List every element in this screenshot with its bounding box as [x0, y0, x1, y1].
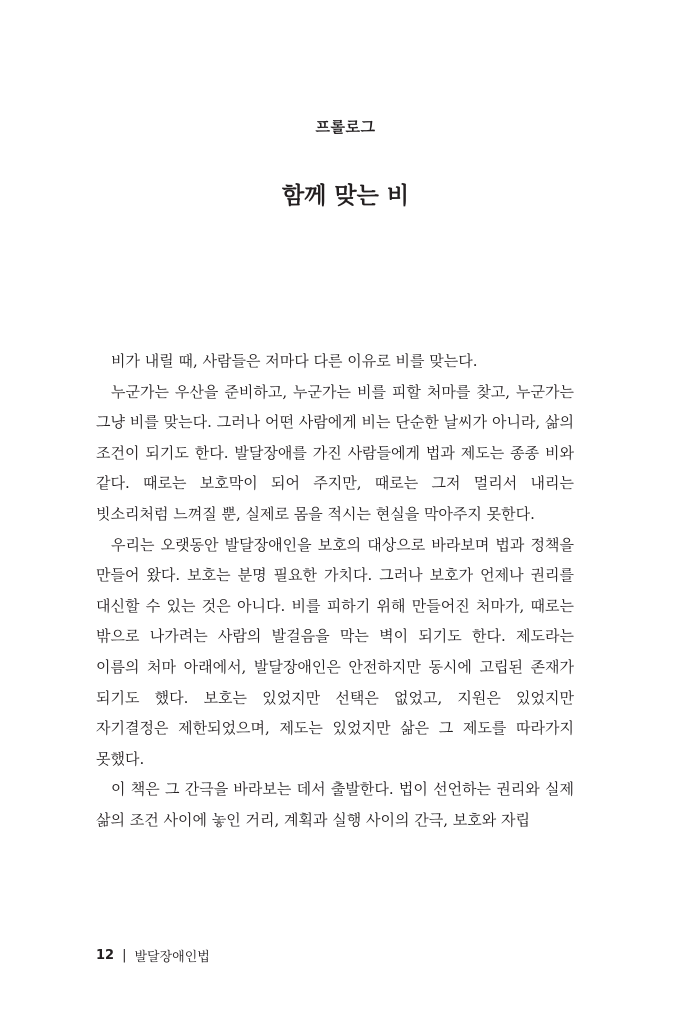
paragraph: 우리는 오랫동안 발달장애인을 보호의 대상으로 바라보며 법과 정책을 만들어 왔다. 보호는 분명 필요한 가치다. 그러나 보호가 언제나 권리를 대신할 수 있는 것은 아니다. 비를 피하기 위해 만들어진 처마가, 때로는 밖으로 나가려는 사람의 발걸음을 막는 벽이 되기도 한다. 제도라는 이름의 처마 아래에서, 발달장애인은 안전하지만 동시에 고립된 존재가 되기도 했다. 보호는 있었지만 선택은 없었고, 지원은 있었지만 자기결정은 제한되었으며, 제도는 있었지만 삶은 그 제도를 따라가지 못했다. — [96, 535, 574, 768]
section-label: 프롤로그 — [315, 118, 376, 136]
paragraph: 비가 내릴 때, 사람들은 저마다 다른 이유로 비를 맞는다. — [111, 352, 478, 370]
chapter-title: 함께 맞는 비 — [281, 183, 410, 209]
paragraph: 누군가는 우산을 준비하고, 누군가는 비를 피할 처마를 찾고, 누군가는 그냥 비를 맞는다. 그러나 어떤 사람에게 비는 단순한 날씨가 아니라, 삶의 조건이 되기도 한다. 발달장애를 가진 사람들에게 법과 제도는 종종 비와 같다. 때로는 보호막이 되어 주지만, 때로는 그저 멀리서 내리는 빗소리처럼 느껴질 뿐, 실제로 몸을 적시는 현실을 막아주지 못한다. — [96, 382, 574, 523]
body-text — [96, 346, 574, 836]
page-footer — [96, 946, 210, 965]
paragraph: 이 책은 그 간극을 바라보는 데서 출발한다. 법이 선언하는 권리와 실제 삶의 조건 사이에 놓인 거리, 계획과 실행 사이의 간극, 보호와 자립 — [96, 780, 574, 829]
running-title: 발달장애인법 — [134, 950, 210, 965]
footer-separator: | — [122, 948, 127, 963]
page-number: 12 — [96, 948, 115, 963]
